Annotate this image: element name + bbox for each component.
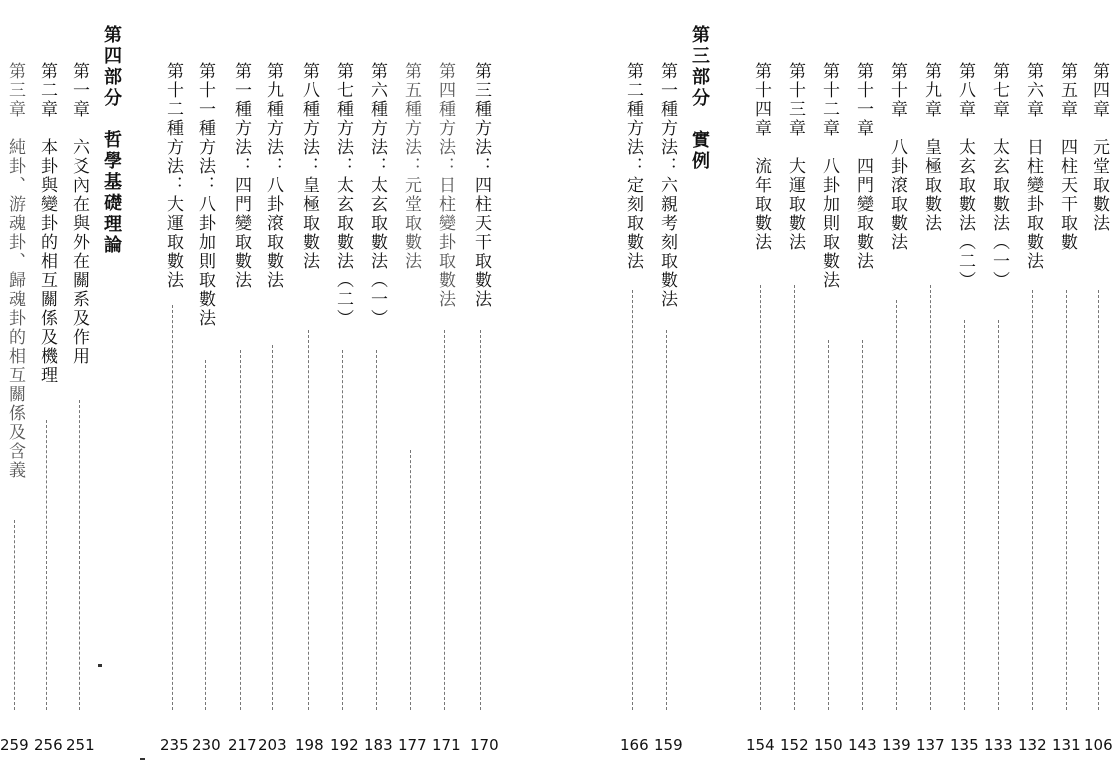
leader-line <box>410 450 411 710</box>
toc-entry-ch14: 第十四章 流年取數法 <box>751 62 771 252</box>
leader-line <box>1098 290 1099 710</box>
part4-heading: 第四部分 哲學基礎理論 <box>101 25 122 256</box>
leader-line <box>308 330 309 710</box>
page-number: 133 <box>984 736 1013 754</box>
page-number: 159 <box>654 736 683 754</box>
page-number: 183 <box>364 736 393 754</box>
page-number: 235 <box>160 736 189 754</box>
toc-entry-method-7: 第七種方法：太玄取數法（二） <box>333 62 353 328</box>
leader-line <box>1066 290 1067 710</box>
toc-entry-part4-ch3: 第三章 純卦、游魂卦、歸魂卦的相互關係及含義 <box>5 62 25 480</box>
toc-entry-ch9: 第九章 皇極取數法 <box>921 62 941 233</box>
toc-entry-method-5: 第五種方法：元堂取數法 <box>401 62 421 271</box>
page-number: 135 <box>950 736 979 754</box>
leader-line <box>342 350 343 710</box>
toc-entry-ch11: 第十一章 四門變取數法 <box>853 62 873 271</box>
page-number: 170 <box>470 736 499 754</box>
page-number: 152 <box>780 736 809 754</box>
page-number: 150 <box>814 736 843 754</box>
leader-line <box>666 330 667 710</box>
leader-line <box>964 320 965 710</box>
leader-line <box>760 285 761 710</box>
page-number: 203 <box>258 736 287 754</box>
leader-line <box>828 340 829 710</box>
page-number: 217 <box>228 736 257 754</box>
leader-line <box>205 360 206 710</box>
toc-entry-method-1b: 第一種方法：四門變取數法 <box>231 62 251 290</box>
page-number: 171 <box>432 736 461 754</box>
toc-entry-part3-m2: 第二種方法：定刻取數法 <box>623 62 643 271</box>
leader-line <box>79 400 80 710</box>
page-number: 259 <box>0 736 29 754</box>
leader-line <box>14 520 15 710</box>
leader-line <box>930 285 931 710</box>
page-number: 192 <box>330 736 359 754</box>
toc-entry-ch7: 第七章 太玄取數法（一） <box>989 62 1009 290</box>
page-number: 132 <box>1018 736 1047 754</box>
page-number: 198 <box>295 736 324 754</box>
toc-entry-method-4: 第四種方法：日柱變卦取數法 <box>435 62 455 309</box>
page-number: 166 <box>620 736 649 754</box>
leader-line <box>896 300 897 710</box>
toc-entry-ch12: 第十二章 八卦加則取數法 <box>819 62 839 290</box>
page-number: 256 <box>34 736 63 754</box>
toc-entry-part3-m1: 第一種方法：六親考刻取數法 <box>657 62 677 309</box>
page-number: 131 <box>1052 736 1081 754</box>
leader-line <box>444 330 445 710</box>
page-number: 106 <box>1084 736 1113 754</box>
leader-line <box>376 350 377 710</box>
toc-entry-method-8: 第八種方法：皇極取數法 <box>299 62 319 271</box>
leader-line <box>998 320 999 710</box>
leader-line <box>1032 290 1033 710</box>
toc-entry-method-9: 第九種方法：八卦滾取數法 <box>263 62 283 290</box>
toc-entry-method-12: 第十二種方法：大運取數法 <box>163 62 183 290</box>
page-number: 177 <box>398 736 427 754</box>
part3-heading: 第三部分 實例 <box>689 25 710 172</box>
toc-entry-ch8: 第八章 太玄取數法（二） <box>955 62 975 290</box>
page-number: 137 <box>916 736 945 754</box>
leader-line <box>172 305 173 710</box>
scan-speck <box>140 758 145 760</box>
leader-line <box>46 420 47 710</box>
toc-entry-method-6: 第六種方法：太玄取數法（一） <box>367 62 387 328</box>
leader-line <box>480 330 481 710</box>
scan-speck <box>98 664 102 667</box>
toc-entry-ch10: 第十章 八卦滾取數法 <box>887 62 907 252</box>
page-number: 154 <box>746 736 775 754</box>
toc-entry-method-3: 第三種方法：四柱天干取數法 <box>471 62 491 309</box>
leader-line <box>272 345 273 710</box>
toc-entry-method-11: 第十一種方法：八卦加則取數法 <box>195 62 215 328</box>
toc-entry-part4-ch2: 第二章 本卦與變卦的相互關係及機理 <box>37 62 57 385</box>
toc-entry-ch6: 第六章 日柱變卦取數法 <box>1023 62 1043 271</box>
leader-line <box>240 350 241 710</box>
toc-entry-ch13: 第十三章 大運取數法 <box>785 62 805 252</box>
leader-line <box>862 340 863 710</box>
page-number: 230 <box>192 736 221 754</box>
leader-line <box>632 290 633 710</box>
page-number: 143 <box>848 736 877 754</box>
toc-entry-ch4: 第四章 元堂取數法 <box>1089 62 1109 233</box>
page-number: 251 <box>66 736 95 754</box>
page-number: 139 <box>882 736 911 754</box>
leader-line <box>794 285 795 710</box>
toc-entry-part4-ch1: 第一章 六爻內在與外在關系及作用 <box>69 62 89 366</box>
toc-entry-ch5: 第五章 四柱天干取數 <box>1057 62 1077 252</box>
